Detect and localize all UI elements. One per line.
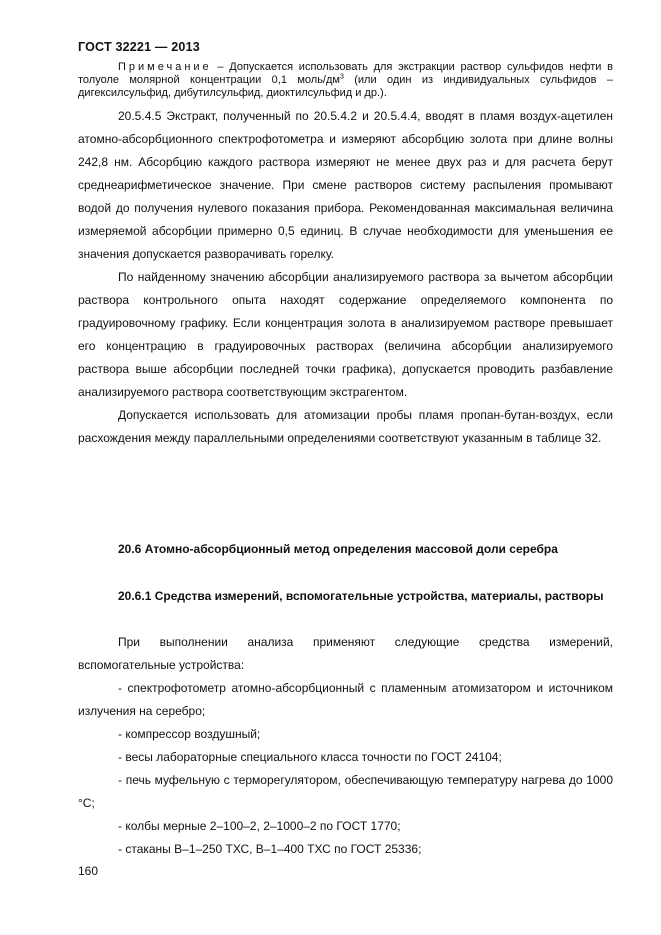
- note-label: Примечание: [118, 61, 212, 73]
- list-item: - спектрофотометр атомно-абсорбционный с пламенным атомизатором и источником излучения на серебро;: [78, 681, 613, 718]
- list-item: - компрессор воздушный;: [118, 727, 261, 741]
- paragraph-propane: Допускается использовать для атомизации пробы пламя пропан-бутан-воздух, если расхождения между параллельными определениями соответствуют указанным в таблице 32.: [78, 408, 613, 445]
- list-item: - колбы мерные 2–100–2, 2–1000–2 по ГОСТ 1770;: [118, 819, 401, 833]
- list-item: - стаканы В–1–250 ТХС, В–1–400 ТХС по ГОСТ 25336;: [118, 842, 422, 856]
- standard-header: ГОСТ 32221 — 2013: [78, 40, 200, 54]
- note-superscript: 3: [339, 73, 344, 81]
- paragraph-absorption: По найденному значению абсорбции анализируемого раствора за вычетом абсорбции раствора контрольного опыта находят содержание определяемого компонента по градуировочному графику. Если концентрация золота в анализируемом растворе превышает его концентрацию в градуировочных растворах (величина абсорбции анализируемого раствора выше абсорбции последней точки графика), допускается проводить разбавление анализируемого раствора соответствующим экстрагентом.: [78, 270, 613, 399]
- paragraph-20-5-4-5: 20.5.4.5 Экстракт, полученный по 20.5.4.2 и 20.5.4.4, вводят в пламя воздух-ацетилен атомно-абсорбционного спектрофотометра и измеряют абсорбцию золота при длине волны 242,8 нм. Абсорбцию каждого раствора измеряют не менее двух раз и для расчета берут среднеарифметическое значение. При смене растворов систему распыления промывают водой до получения нулевого показания прибора. Рекомендованная максимальная величина измеряемой абсорбции примерно 0,5 единиц. В случае необходимости для уменьшения ее значения допускается разворачивать горелку.: [78, 109, 613, 261]
- subsection-heading-20-6-1: 20.6.1 Средства измерений, вспомогательные устройства, материалы, растворы: [118, 589, 604, 603]
- body-text: [78, 105, 613, 450]
- section-heading-20-6: 20.6 Атомно-абсорбционный метод определения массовой доли серебра: [118, 542, 558, 556]
- list-item: - весы лабораторные специального класса точности по ГОСТ 24104;: [118, 750, 502, 764]
- note-block: [78, 61, 613, 100]
- list-item: - печь муфельную с терморегулятором, обеспечивающую температуру нагрева до 1000 °С;: [78, 773, 613, 810]
- intro-paragraph: При выполнении анализа применяют следующие средства измерений, вспомогательные устройства:: [78, 635, 613, 672]
- note-text-after: (или один из индивидуальных сульфидов – дигексилсульфид, дибутилсульфид, диоктилсульфид и др.).: [78, 74, 613, 99]
- equipment-list: [78, 631, 613, 861]
- page-number: 160: [78, 864, 99, 878]
- note-text-before: – Допускается использовать для экстракции раствор сульфидов нефти в толуоле молярной концентрации 0,1 моль/дм: [78, 61, 613, 86]
